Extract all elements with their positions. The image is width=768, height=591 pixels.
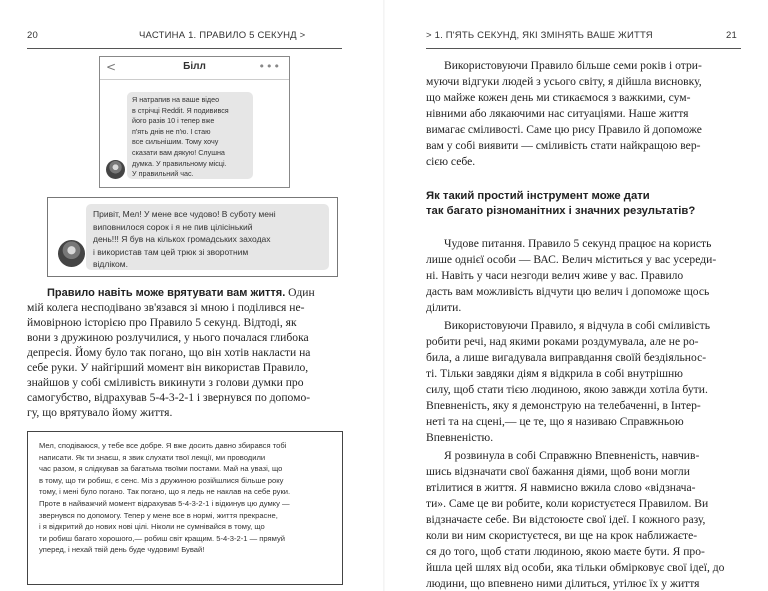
message-line: У правильний час. [132, 169, 194, 179]
message-line: його разів 10 і тепер вже [132, 116, 215, 126]
bold-lead-sentence: Правило навіть може врятувати вам життя. [47, 287, 286, 299]
message-bubble-2 [86, 204, 329, 270]
body-line: вам у собі виявити — сміливість стати найкращою вер- [426, 139, 701, 152]
message-line: в стрічці Reddit. Я подивився [132, 105, 229, 115]
phone-top-bar [100, 57, 289, 80]
body-line: нівними або лякаючими нас ситуаціями. Наше життя [426, 107, 689, 120]
body-line: себе руки. У найгірший момент він використав Правило, [27, 361, 309, 374]
letter-line: в тому, що ти робиш, є сенс. Міз з дружиною розійшлися більше року [39, 475, 284, 485]
body-line: коли ви ним скористуєтеся, ви ще на крок наближаєте- [426, 529, 698, 542]
body-line: дасть вам можливість відчути цю велич і допоможе щось [426, 285, 710, 298]
message-line: день!!! Я був на кількох громадських заходах [93, 234, 271, 244]
body-line: вони з дружиною розлучилися, у нього почалася глибока [27, 331, 309, 344]
body-line: муючи відгуки людей з усього світу, я дійшла висновку, [426, 75, 702, 88]
phone-message-screenshot [99, 56, 290, 188]
body-line: ся до того, щоб стати людиною, якою маєте бути. Я про- [426, 545, 705, 558]
message-line: думка. У правильному місці. [132, 158, 227, 168]
section-heading: так багато різноманітних і значних результатів? [426, 205, 696, 217]
body-line: неті та на сцені,— це те, що я називаю Справжньою [426, 415, 684, 428]
body-line: Впевненість, яку я демонструю на телебаченні, в Інтер- [426, 399, 701, 412]
letter-line: ти робиш багато хорошого,— робиш світ кращим. 5-4-3-2-1 — прямуй [39, 533, 285, 543]
more-options-icon: ••• [258, 60, 281, 73]
message-line: п'ять днів не п'ю. І стаю [132, 126, 211, 136]
letter-line: і я відкритий до нових нові цілі. Ніколи не сумнівайся в тому, що [39, 522, 265, 532]
body-text: Один [285, 286, 315, 299]
body-line: шись відзначати свої бажання діями, щоб вони могли [426, 465, 690, 478]
body-line: самогубство, відрахував 5-4-3-2-1 і звернувся по допомо- [27, 391, 311, 404]
message-line: все сильнішим. Тому хочу [132, 137, 219, 147]
body-line: Використовуючи Правило більше семи років і отри- [444, 59, 702, 72]
contact-name: Білл [183, 61, 206, 72]
left-running-head: ЧАСТИНА 1. ПРАВИЛО 5 СЕКУНД > [139, 30, 306, 41]
right-page-number: 21 [726, 30, 737, 41]
body-line: гу, що врятувало йому життя. [27, 406, 173, 419]
body-line: Чудове питання. Правило 5 секунд працює на користь [444, 237, 712, 250]
right-header [384, 30, 768, 46]
body-line: сією себе. [426, 155, 476, 168]
back-arrow-icon: < [106, 60, 117, 74]
avatar [106, 160, 125, 179]
body-line: Використовуючи Правило, я відчула в собі сміливість [444, 319, 711, 332]
letter-box [27, 431, 343, 585]
body-line: ділити. [426, 301, 462, 314]
left-header [0, 30, 384, 46]
body-line: Я розвинула в собі Справжню Впевненість, навчив- [444, 449, 700, 462]
body-line: мій колега несподівано зв'язався зі мною і поділився не- [27, 301, 305, 314]
left-page-number: 20 [27, 30, 38, 41]
letter-line: тому, і мені було погано. Так погано, що я ледь не наклав на себе руки. [39, 487, 291, 497]
letter-line: час разом, я слідкував за багатьма твоїми постами. Май на увазі, що [39, 464, 283, 474]
message-screenshot-2 [47, 197, 338, 277]
body-line: вимагає сміливості. Саме цю рису Правило й допоможе [426, 123, 702, 136]
body-line: ті. Тільки завдяки діям я відкрила в собі внутрішню [426, 367, 683, 380]
message-line: відліком. [93, 259, 128, 269]
body-line: людини, що впевнено ними ділиться, утілює їх у життя [426, 577, 700, 590]
message-line: сказати вам дякую! Слушна [132, 147, 225, 157]
body-line: ти». Саме це ви робите, коли користуєтеся Правилом. Ви [426, 497, 709, 510]
message-line: Я натрапив на ваше відео [132, 95, 220, 104]
body-line: била, а лише вигадувала виправдання своїй бездіяльнос- [426, 351, 707, 364]
body-line: що майже кожен день ми стикаємося з важкими, сум- [426, 91, 691, 104]
right-header-rule [426, 48, 741, 49]
right-page [384, 0, 768, 591]
message-line: виповнилося сорок і я не пив цілісінький [93, 221, 253, 232]
body-line: робити речі, над якими роками роздумувала, але не ро- [426, 335, 699, 348]
letter-line: звернувся по допомогу. Тепер у мене все в нормі, життя прекрасне, [39, 510, 278, 520]
body-line: знайшов у собі сміливість викинути з голови думки про [27, 376, 304, 389]
body-line [47, 285, 315, 301]
body-line: силу, щоб стати тією людиною, якою завжди хотіла бути. [426, 383, 708, 396]
avatar [58, 240, 85, 267]
message-line: Привіт, Мел! У мене все чудово! В суботу мені [93, 209, 276, 219]
body-line: відзначаєте себе. Ви відстоюєте свої ідеї. І кожного разу, [426, 513, 706, 526]
message-bubble-bill [127, 92, 253, 179]
letter-line: уперед, і нехай твій день буде чудовим! Бувай! [39, 545, 205, 555]
letter-line: Проте в найважчий момент відрахував 5-4-3-2-1 і відкинув цю думку — [39, 499, 290, 508]
letter-line: написати. Як ти знаєш, я звик слухати твої лекції, ми проводили [39, 452, 266, 462]
body-line: ні. Навіть у часи незгоди велич живе у вас. Правило [426, 269, 684, 282]
letter-line: Мел, сподіваюся, у тебе все добре. Я вже досить давно збирався тобі [39, 441, 287, 450]
body-line: Впевненістю. [426, 431, 494, 444]
body-line: втілитися в життя. Я навмисно вжила слово «відзнача- [426, 481, 696, 494]
left-header-rule [27, 48, 342, 49]
body-line: ймовірною історією про Правило 5 секунд. Відтоді, як [27, 316, 297, 329]
section-heading: Як такий простий інструмент може дати [426, 190, 650, 202]
body-line: йшла цей шлях від особи, яка тільки обмірковує свої ідеї, до [426, 561, 725, 574]
body-line: лише однієї особи — ВАС. Велич міститься у вас усереди- [426, 253, 717, 266]
right-running-head: > 1. П'ЯТЬ СЕКУНД, ЯКІ ЗМІНЯТЬ ВАШЕ ЖИТТЯ [426, 30, 653, 41]
body-line: депресія. Йому було так погано, що він хотів накласти на [27, 346, 311, 359]
message-line: і використав там цей трюк зі зворотним [93, 246, 249, 257]
